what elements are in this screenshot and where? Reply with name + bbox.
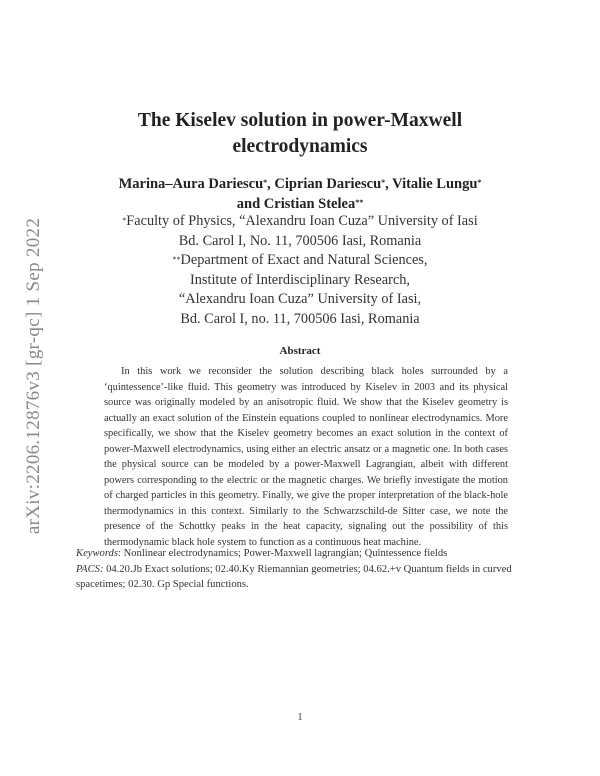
keywords-label: Keywords bbox=[76, 548, 118, 559]
arxiv-identifier-stamp bbox=[22, 196, 46, 556]
author-line-2 bbox=[80, 194, 520, 214]
author-list bbox=[80, 174, 520, 214]
affiliation-2-line-3: “Alexandru Ioan Cuza” University of Iasi, bbox=[178, 291, 422, 307]
affiliation-1-line-2: Bd. Carol I, No. 11, 700506 Iasi, Romania bbox=[178, 232, 422, 249]
author-line-1 bbox=[80, 174, 520, 194]
affiliation-mark: * bbox=[381, 178, 386, 187]
affiliation-1-line-1: *Faculty of Physics, “Alexandru Ioan Cuza” University of Iasi bbox=[122, 213, 478, 229]
abstract-heading: Abstract bbox=[279, 345, 321, 357]
author-name: Ciprian Dariescu bbox=[274, 176, 382, 192]
affiliation-2-line-2: Institute of Interdisciplinary Research, bbox=[190, 271, 410, 288]
abstract-body: In this work we reconsider the solution describing black holes surrounded by a ‘quintessence’-like fluid. This geometry was introduced by Kiselev in 2003 and its physical source was originally modeled by an anisotropic fluid. We show that the Kiselev geometry is actually an exact solution of the Einstein equations coupled to nonlinear electrodynamics. More specifically, we show that the Kiselev geometry becomes an exact solution in the context of power-Maxwell electrodynamics, using either an electric ansatz or a magnetic one. In both cases the physical source can be modeled by a power-Maxwell Lagrangian, albeit with different powers corresponding to the electric or the magnetic charges. We briefly investigate the motion of charged particles in this geometry. Finally, we give the proper interpretation of the black-hole thermodynamics in this context. Similarly to the Schwarzschild-de Sitter case, we note the presence of the Schottky peaks in the heat capacity, signaling out the possibility of this thermodynamic black hole system to function as a continuous heat machine. bbox=[104, 366, 508, 548]
title-line-1: The Kiselev solution in power-Maxwell bbox=[137, 110, 463, 131]
pacs-line bbox=[76, 562, 536, 593]
affiliation-mark: * bbox=[122, 216, 127, 225]
author-name: and Cristian Stelea bbox=[236, 196, 356, 212]
pacs-label: PACS: bbox=[76, 563, 104, 575]
author-name: Vitalie Lungu bbox=[392, 176, 478, 192]
arxiv-id-text: arXiv:2206.12876v3 [gr-qc] 1 Sep 2022 bbox=[23, 217, 44, 535]
affiliation-mark: ** bbox=[355, 198, 364, 207]
author-separator: , bbox=[267, 176, 275, 192]
affiliation-2-line-4: Bd. Carol I, no. 11, 700506 Iasi, Romania bbox=[180, 310, 420, 327]
author-separator: , bbox=[385, 176, 393, 192]
affiliation-2-line-1: **Department of Exact and Natural Sciences, bbox=[172, 252, 428, 268]
paper-title bbox=[100, 108, 500, 160]
paper-metadata bbox=[76, 546, 536, 593]
title-line-2: electrodynamics bbox=[232, 136, 368, 157]
keywords-line bbox=[76, 546, 536, 562]
affiliation-mark: ** bbox=[172, 255, 181, 264]
affiliation-mark: * bbox=[477, 178, 482, 187]
affiliations bbox=[80, 212, 520, 329]
author-name: Marina–Aura Dariescu bbox=[118, 176, 264, 192]
keywords-text: : Nonlinear electrodynamics; Power-Maxwell lagrangian; Quintessence fields bbox=[117, 548, 448, 559]
pacs-text: 04.20.Jb Exact solutions; 02.40.Ky Riemannian geometries; 04.62.+v Quantum fields in curved spacetimes; 02.30. Gp Special functions. bbox=[76, 563, 512, 590]
affiliation-mark: * bbox=[263, 178, 268, 187]
page-number: 1 bbox=[297, 711, 303, 723]
